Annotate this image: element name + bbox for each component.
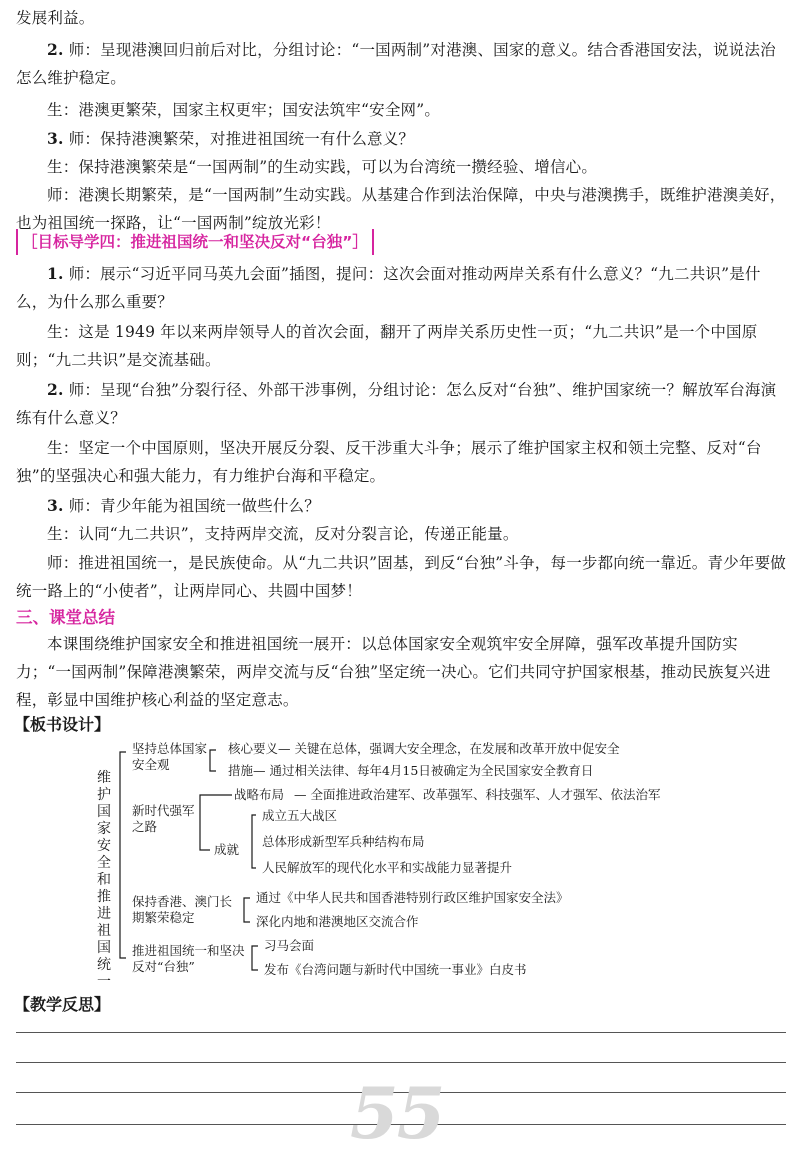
board-design-title: 【板书设计】 [14, 715, 111, 734]
branch-item: 总体形成新型军兵种结构布局 [262, 834, 425, 849]
paragraph: 生：坚定一个中国原则，坚决开展反分裂、反干涉重大斗争；展示了维护国家主权和领土完整、反对“台独”的坚强决心和强大能力，有力维护台海和平稳定。 [16, 439, 762, 485]
paragraph: 本课围绕维护国家安全和推进祖国统一展开：以总体国家安全观筑牢安全屏障，强军改革提升国防实力；“一国两制”保障港澳繁荣，两岸交流与反“台独”坚定统一决心。它们共同守护国家根基，推动民族复兴进程，彰显中国维护核心利益的坚定意志。 [16, 635, 771, 709]
paragraph: 3. 师：保持港澳繁荣，对推进祖国统一有什么意义？ [47, 129, 415, 148]
branch-item: — 全面推进政治建军、改革强军、科技强军、人才强军、依法治军 [294, 787, 661, 802]
paragraph: 2. 师：呈现港澳回归前后对比，分组讨论：“一国两制”对港澳、国家的意义。结合香港国安法，说说法治怎么维护稳定。 [16, 40, 776, 87]
diagram-root: 维护国家安全和推进祖国统一 [97, 770, 111, 990]
paragraph: 1. 师：展示“习近平同马英九会面”插图，提问：这次会面对推动两岸关系有什么意义？“九二共识”是什么，为什么那么重要？ [16, 264, 761, 311]
branch-label: 保持香港、澳门长期繁荣稳定 [132, 894, 233, 925]
ruled-line [16, 1032, 786, 1033]
branch-item: 习马会面 [264, 938, 315, 953]
branch-item: 措施— 通过相关法律、每年4月15日被确定为全民国家安全教育日 [228, 763, 594, 778]
paragraph: 生：这是 1949 年以来两岸领导人的首次会面，翻开了两岸关系历史性一页；“九二共识”是一个中国原则；“九二共识”是交流基础。 [16, 323, 758, 369]
achievement-bracket [252, 815, 256, 868]
paragraph: 2. 师：呈现“台独”分裂行径、外部干涉事例，分组讨论：怎么反对“台独”、维护国家统一？解放军台海演练有什么意义？ [16, 380, 777, 427]
branch-item: 深化内地和港澳地区交流合作 [256, 914, 419, 929]
branch-label: 推进祖国统一和坚决反对“台独” [132, 943, 245, 974]
paragraph: 生：保持港澳繁荣是“一国两制”的生动实践，可以为台湾统一攒经验、增信心。 [47, 158, 598, 176]
branch-label: 坚持总体国家安全观 [132, 741, 208, 772]
main-bracket [120, 752, 126, 958]
branch-sub-label: 成就 [214, 842, 240, 857]
page-number: 55 [350, 1072, 444, 1155]
branch-item: 核心要义— 关键在总体，强调大安全理念，在发展和改革开放中促安全 [228, 741, 620, 756]
paragraph: 师：推进祖国统一，是民族使命。从“九二共识”固基，到反“台独”斗争，每一步都向统一靠近。青少年要做统一路上的“小使者”，让两岸同心、共圆中国梦！ [16, 554, 786, 600]
branch-label: 新时代强军之路 [132, 803, 195, 834]
goal-heading: ［目标导学四：推进祖国统一和坚决反对“台独”］ [16, 229, 374, 255]
branch-item: 通过《中华人民共和国香港特别行政区维护国家安全法》 [256, 890, 569, 905]
paragraph: 3. 师：青少年能为祖国统一做些什么？ [47, 496, 320, 515]
branch-item: 成立五大战区 [262, 808, 338, 823]
branch-item: 发布《台湾问题与新时代中国统一事业》白皮书 [264, 962, 527, 977]
paragraph: 发展利益。 [16, 9, 95, 27]
paragraph: 师：港澳长期繁荣，是“一国两制”生动实践。从基建合作到法治保障，中央与港澳携手，既维护港澳美好，也为祖国统一探路，让“一国两制”绽放光彩！ [16, 186, 786, 232]
branch3-bracket [244, 898, 250, 922]
branch-item: 人民解放军的现代化水平和实战能力显著提升 [262, 860, 513, 875]
paragraph: 生：认同“九二共识”，支持两岸交流，反对分裂言论，传递正能量。 [47, 525, 519, 543]
branch-sub-label: 战略布局 [234, 787, 285, 802]
branch4-bracket [252, 946, 258, 970]
reflection-title: 【教学反思】 [14, 995, 111, 1014]
ruled-line [16, 1062, 786, 1063]
paragraph: 生：港澳更繁荣，国家主权更牢；国安法筑牢“安全网”。 [47, 101, 441, 119]
section-title: 三、课堂总结 [16, 608, 115, 627]
